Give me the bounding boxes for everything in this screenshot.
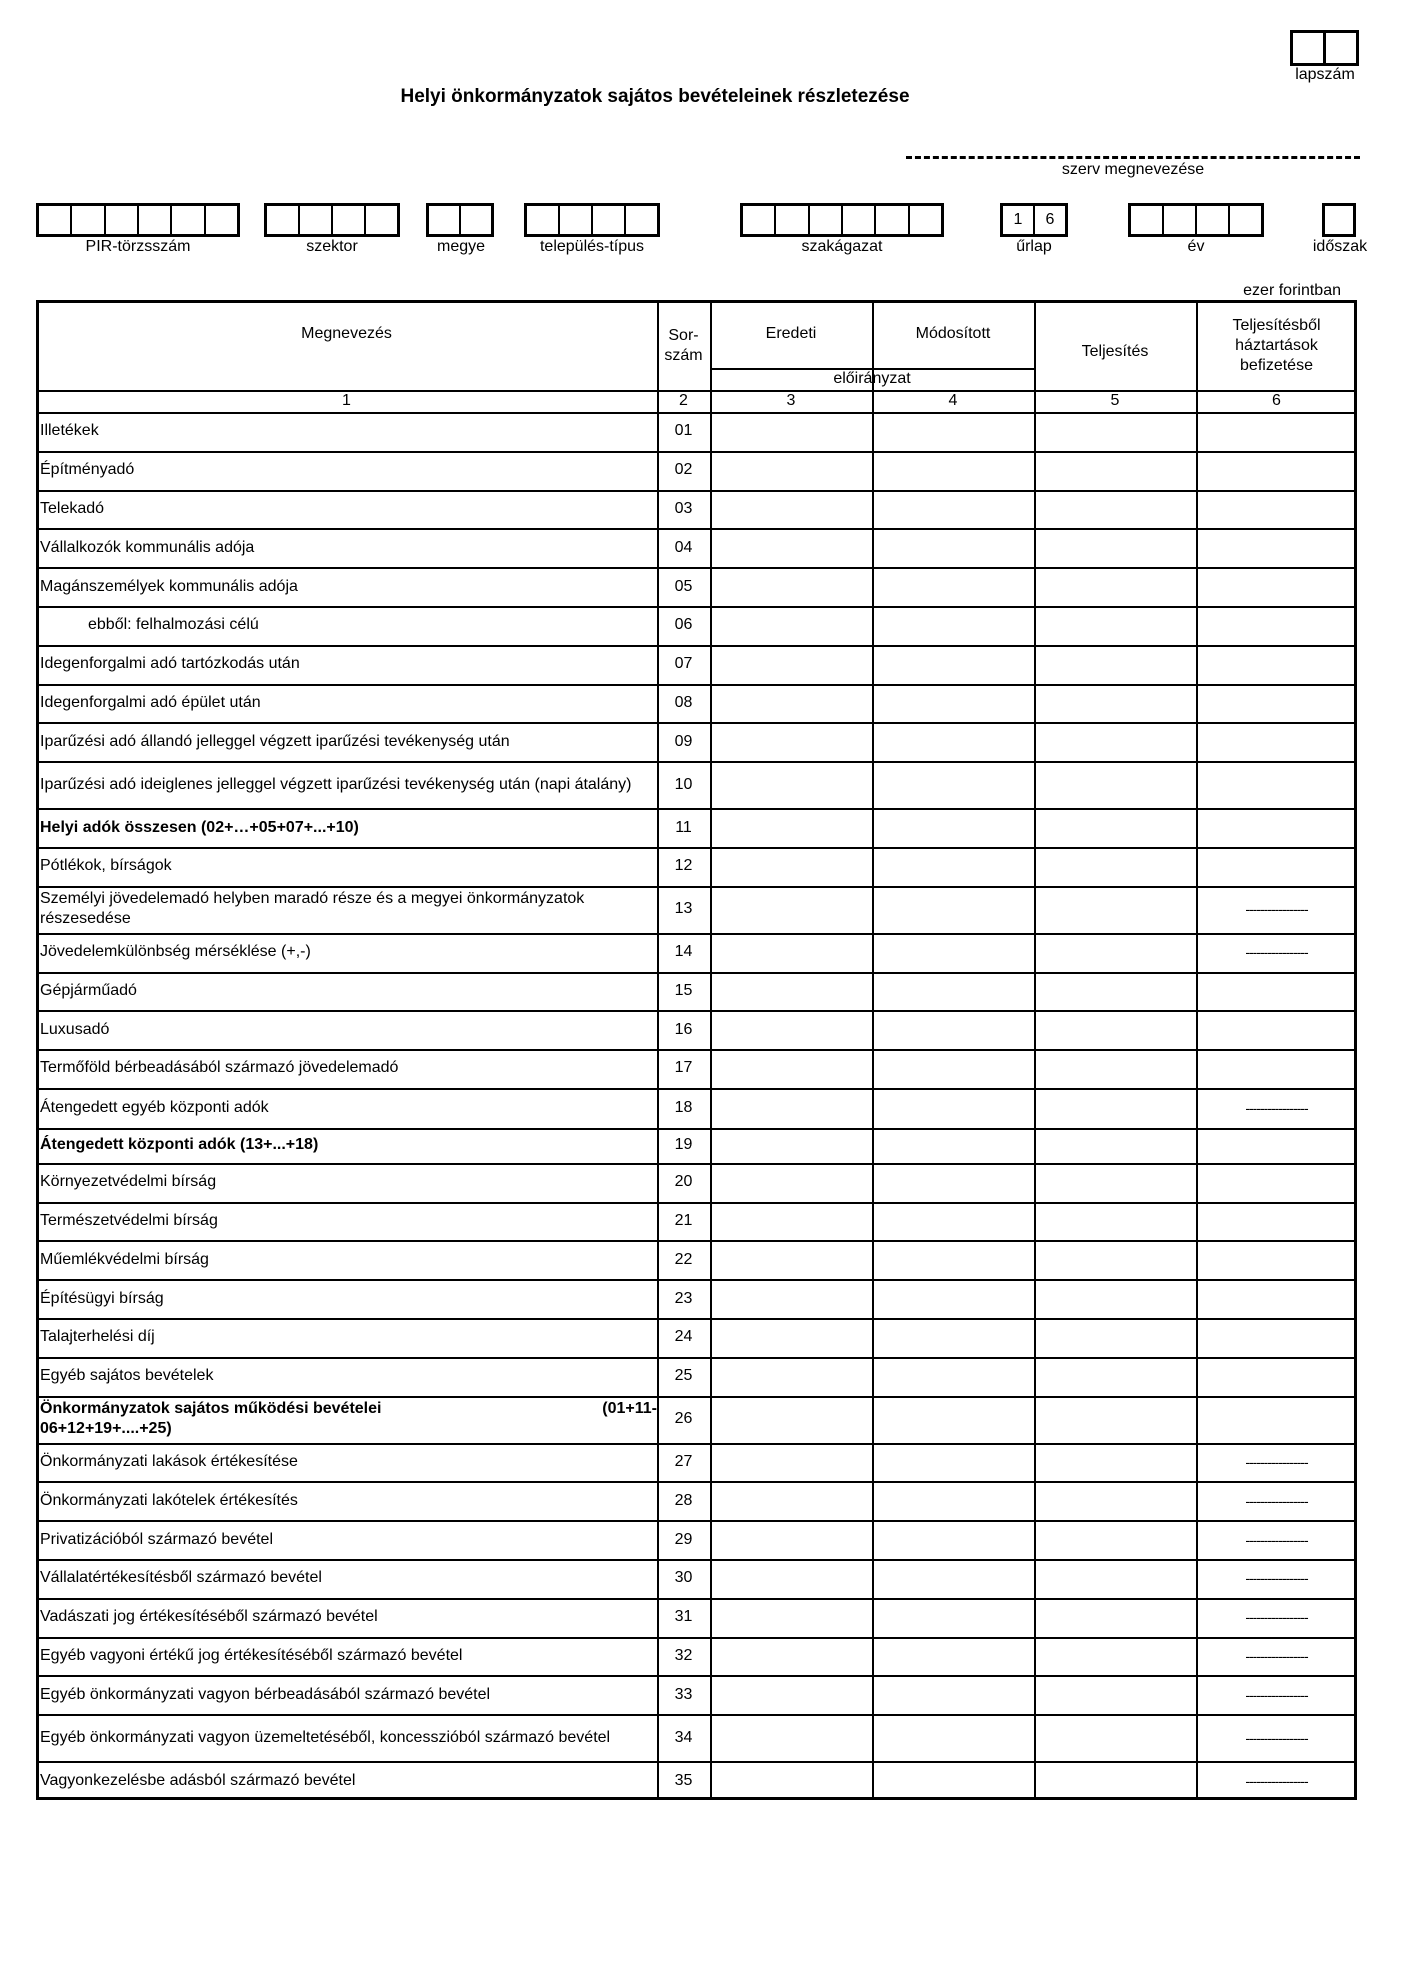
row-label: ebből: felhalmozási célú <box>88 616 259 634</box>
row-number: 14 <box>674 943 693 961</box>
lapszam-label: lapszám <box>1295 66 1355 83</box>
value-cell[interactable] <box>872 1714 1034 1761</box>
value-cell[interactable] <box>1034 761 1196 808</box>
row-label: Egyéb vagyoni értékű jog értékesítéséből származó bevétel <box>40 1647 463 1664</box>
row-number: 31 <box>674 1608 693 1626</box>
value-cell[interactable] <box>872 1357 1034 1396</box>
szakagazat-digit[interactable] <box>910 206 941 234</box>
value-cell[interactable] <box>872 1088 1034 1128</box>
value-cell[interactable] <box>1196 645 1357 684</box>
value-cell[interactable] <box>872 808 1034 847</box>
ev-digit[interactable] <box>1197 206 1230 234</box>
value-cell[interactable]: ----------------- <box>1245 1099 1308 1116</box>
col-haztartasok <box>1196 308 1357 384</box>
row-number: 16 <box>674 1020 693 1038</box>
colnum-4: 4 <box>948 392 958 409</box>
value-cell[interactable] <box>872 886 1034 933</box>
urlap-digit[interactable]: 1 <box>1003 206 1035 234</box>
value-cell[interactable] <box>1196 1357 1357 1396</box>
value-cell[interactable] <box>710 1163 872 1202</box>
value-cell[interactable] <box>710 1010 872 1049</box>
value-cell[interactable] <box>1196 761 1357 808</box>
col-modositott: Módosított <box>915 325 991 342</box>
col-haztartasok-1: Teljesítésből <box>1232 317 1321 334</box>
value-cell[interactable] <box>710 1481 872 1520</box>
row-label: Személyi jövedelemadó helyben maradó része és a megyei önkormányzatok részesedése <box>40 890 585 928</box>
value-cell[interactable] <box>872 1637 1034 1676</box>
value-cell[interactable] <box>1034 567 1196 606</box>
row-label-part: Önkormányzatok sajátos működési bevételei <box>40 1399 382 1417</box>
pir-digit[interactable] <box>39 206 72 234</box>
pir-digit[interactable] <box>72 206 105 234</box>
row-number: 18 <box>674 1098 693 1116</box>
row-number: 21 <box>674 1212 693 1230</box>
value-cell[interactable] <box>1034 451 1196 490</box>
value-cell[interactable] <box>872 1010 1034 1049</box>
value-cell[interactable]: ----------------- <box>1245 1570 1308 1587</box>
value-cell[interactable] <box>1196 1010 1357 1049</box>
row-label: Termőföld bérbeadásából származó jövedelemadó <box>40 1059 399 1077</box>
value-cell[interactable] <box>710 1318 872 1357</box>
row-number: 09 <box>674 732 693 750</box>
row-label: Gépjárműadó <box>40 981 137 999</box>
value-cell[interactable] <box>1196 972 1357 1011</box>
col-sorszam-2: szám <box>664 347 703 364</box>
row-label: Önkormányzati lakások értékesítése <box>40 1453 298 1471</box>
value-cell[interactable]: ----------------- <box>1245 901 1308 918</box>
row-number: 04 <box>674 538 693 556</box>
row-label: Vállalkozók kommunális adója <box>40 538 255 556</box>
col-haztartasok-3: befizetése <box>1240 357 1313 374</box>
row-number: 05 <box>674 577 693 595</box>
value-cell[interactable] <box>1034 684 1196 723</box>
value-cell[interactable] <box>1034 606 1196 645</box>
value-cell[interactable] <box>872 412 1034 451</box>
lapszam-box-1[interactable] <box>1290 30 1326 66</box>
value-cell[interactable] <box>872 1202 1034 1241</box>
pir-digit[interactable] <box>139 206 172 234</box>
value-cell[interactable] <box>1034 1714 1196 1761</box>
row-label: Talajterhelési díj <box>40 1328 155 1346</box>
value-cell[interactable] <box>1196 722 1357 761</box>
telepules-digit[interactable] <box>626 206 657 234</box>
row-label: Vadászati jog értékesítéséből származó bevétel <box>40 1608 378 1626</box>
value-cell[interactable] <box>872 1443 1034 1482</box>
pir-field[interactable] <box>36 203 240 237</box>
szektor-digit[interactable] <box>300 206 333 234</box>
value-cell[interactable] <box>710 1714 872 1761</box>
row-label: Természetvédelmi bírság <box>40 1212 218 1230</box>
szakagazat-digit[interactable] <box>743 206 776 234</box>
row-number: 11 <box>675 818 692 836</box>
pir-digit[interactable] <box>206 206 237 234</box>
col-megnevezes: Megnevezés <box>301 325 392 342</box>
col-sorszam <box>657 308 710 384</box>
row-number: 10 <box>674 775 693 793</box>
value-cell[interactable] <box>872 1520 1034 1559</box>
row-number: 32 <box>674 1647 693 1664</box>
value-cell[interactable]: ----------------- <box>1245 944 1308 961</box>
row-label: Vagyonkezelésbe adásból származó bevétel <box>40 1771 356 1789</box>
value-cell[interactable] <box>710 972 872 1011</box>
row-label: Önkormányzati lakótelek értékesítés <box>40 1491 298 1509</box>
value-cell[interactable] <box>710 1443 872 1482</box>
value-cell[interactable] <box>1034 1598 1196 1637</box>
row-label-part: 06+12+19+....+25) <box>40 1419 172 1437</box>
row-number: 30 <box>674 1569 693 1587</box>
telepules-label: település-típus <box>539 238 645 255</box>
value-cell[interactable] <box>1034 1318 1196 1357</box>
telepules-digit[interactable] <box>527 206 560 234</box>
pir-digit[interactable] <box>106 206 139 234</box>
colnum-6: 6 <box>1272 392 1281 409</box>
value-cell[interactable] <box>872 451 1034 490</box>
value-cell[interactable] <box>710 1279 872 1318</box>
value-cell[interactable] <box>1196 606 1357 645</box>
value-cell[interactable] <box>872 1128 1034 1163</box>
szektor-field[interactable] <box>264 203 400 237</box>
idoszak-label: időszak <box>1312 238 1368 255</box>
row-label: Privatizációból származó bevétel <box>40 1530 273 1548</box>
value-cell[interactable] <box>1034 847 1196 886</box>
row-label-part: (01+11- <box>602 1399 657 1417</box>
row-number: 34 <box>674 1728 693 1746</box>
value-cell[interactable] <box>710 645 872 684</box>
ev-field[interactable] <box>1128 203 1264 237</box>
row-label: Környezetvédelmi bírság <box>40 1173 217 1191</box>
lapszam-box-2[interactable] <box>1323 30 1359 66</box>
value-cell[interactable] <box>1196 847 1357 886</box>
row-number: 25 <box>674 1367 693 1385</box>
value-cell[interactable] <box>710 1049 872 1088</box>
telepules-digit[interactable] <box>593 206 626 234</box>
idoszak-digit[interactable] <box>1325 206 1353 234</box>
row-number: 15 <box>674 981 693 999</box>
value-cell[interactable] <box>710 1520 872 1559</box>
value-cell[interactable] <box>1034 1357 1196 1396</box>
idoszak-field[interactable] <box>1322 203 1356 237</box>
row-label: Egyéb sajátos bevételek <box>40 1367 214 1385</box>
value-cell[interactable] <box>1034 1481 1196 1520</box>
value-cell[interactable] <box>1034 1128 1196 1163</box>
megye-label: megye <box>436 238 486 255</box>
org-name-label: szerv megnevezése <box>1061 161 1205 178</box>
value-cell[interactable] <box>1034 933 1196 972</box>
urlap-label: űrlap <box>1016 238 1052 255</box>
row-number: 01 <box>674 422 693 440</box>
col-eredeti: Eredeti <box>765 325 817 342</box>
value-cell[interactable] <box>710 1202 872 1241</box>
colnum-3: 3 <box>786 392 796 409</box>
szakagazat-digit[interactable] <box>810 206 843 234</box>
ev-label: év <box>1187 238 1205 255</box>
value-cell[interactable] <box>872 972 1034 1011</box>
row-label <box>36 1396 657 1443</box>
value-cell[interactable] <box>872 606 1034 645</box>
row-label: Átengedett egyéb központi adók <box>40 1098 269 1116</box>
value-cell[interactable] <box>1196 684 1357 723</box>
row-number: 20 <box>674 1173 693 1191</box>
value-cell[interactable] <box>1034 1279 1196 1318</box>
value-cell[interactable] <box>710 1761 872 1800</box>
row-label: Átengedett központi adók (13+...+18) <box>40 1136 319 1154</box>
value-cell[interactable] <box>1196 567 1357 606</box>
row-label: Iparűzési adó ideiglenes jelleggel végzett iparűzési tevékenység után (napi átalány) <box>40 775 632 793</box>
value-cell[interactable] <box>872 1598 1034 1637</box>
value-cell[interactable] <box>710 1675 872 1714</box>
value-cell[interactable] <box>1034 1559 1196 1598</box>
value-cell[interactable] <box>1034 1761 1196 1800</box>
value-cell[interactable] <box>872 684 1034 723</box>
row-number: 03 <box>674 499 693 517</box>
row-label: Magánszemélyek kommunális adója <box>40 577 298 595</box>
colnum-5: 5 <box>1110 392 1120 409</box>
value-cell[interactable] <box>1196 1396 1357 1443</box>
value-cell[interactable] <box>1196 490 1357 529</box>
row-label: Egyéb önkormányzati vagyon bérbeadásából származó bevétel <box>40 1685 491 1703</box>
value-cell[interactable] <box>710 933 872 972</box>
szakagazat-digit[interactable] <box>843 206 876 234</box>
szektor-digit[interactable] <box>267 206 300 234</box>
value-cell[interactable] <box>710 1637 872 1676</box>
value-cell[interactable] <box>1034 645 1196 684</box>
value-cell[interactable] <box>710 567 872 606</box>
value-cell[interactable] <box>1034 1163 1196 1202</box>
pir-label: PIR-törzsszám <box>85 238 191 255</box>
row-label: Helyi adók összesen (02+…+05+07+...+10) <box>40 818 359 836</box>
szektor-digit[interactable] <box>333 206 366 234</box>
row-number: 27 <box>674 1453 693 1471</box>
value-cell[interactable] <box>710 1240 872 1279</box>
row-number: 06 <box>674 616 693 634</box>
row-label: Luxusadó <box>40 1020 110 1038</box>
value-cell[interactable] <box>872 1318 1034 1357</box>
szakagazat-digit[interactable] <box>876 206 909 234</box>
value-cell[interactable] <box>1196 451 1357 490</box>
value-cell[interactable] <box>1034 412 1196 451</box>
value-cell[interactable] <box>1034 1088 1196 1128</box>
szakagazat-field[interactable] <box>740 203 944 237</box>
value-cell[interactable]: ----------------- <box>1245 1648 1308 1664</box>
megye-field[interactable] <box>426 203 494 237</box>
colnum-2: 2 <box>679 392 688 409</box>
value-cell[interactable] <box>1034 1675 1196 1714</box>
value-cell[interactable] <box>710 1088 872 1128</box>
row-label: Vállalatértékesítésből származó bevétel <box>40 1569 322 1587</box>
value-cell[interactable] <box>1034 1443 1196 1482</box>
value-cell[interactable] <box>872 490 1034 529</box>
value-cell[interactable]: ----------------- <box>1245 1609 1308 1626</box>
colnum-1: 1 <box>342 392 351 409</box>
szektor-digit[interactable] <box>366 206 397 234</box>
value-cell[interactable] <box>710 808 872 847</box>
value-cell[interactable] <box>1034 886 1196 933</box>
ev-digit[interactable] <box>1164 206 1197 234</box>
value-cell[interactable] <box>1196 1049 1357 1088</box>
value-cell[interactable] <box>1034 722 1196 761</box>
value-cell[interactable] <box>1196 1318 1357 1357</box>
value-cell[interactable] <box>872 567 1034 606</box>
row-number: 08 <box>674 693 693 711</box>
row-number: 02 <box>674 461 693 479</box>
ev-digit[interactable] <box>1131 206 1164 234</box>
value-cell[interactable] <box>1034 1520 1196 1559</box>
urlap-field[interactable] <box>1000 203 1068 237</box>
value-cell[interactable] <box>710 1128 872 1163</box>
row-number: 12 <box>674 857 693 875</box>
value-cell[interactable]: ----------------- <box>1245 1772 1308 1789</box>
value-cell[interactable] <box>710 1598 872 1637</box>
value-cell[interactable] <box>710 722 872 761</box>
col-haztartasok-2: háztartások <box>1235 337 1318 354</box>
telepules-field[interactable] <box>524 203 660 237</box>
row-label: Műemlékvédelmi bírság <box>40 1250 209 1268</box>
value-cell[interactable] <box>1034 1010 1196 1049</box>
szakagazat-label: szakágazat <box>801 238 883 255</box>
urlap-digit[interactable]: 6 <box>1045 211 1055 228</box>
value-cell[interactable] <box>1034 972 1196 1011</box>
value-cell[interactable] <box>710 684 872 723</box>
value-cell[interactable] <box>1034 808 1196 847</box>
pir-digit[interactable] <box>172 206 205 234</box>
value-cell[interactable] <box>710 886 872 933</box>
row-label: Idegenforgalmi adó épület után <box>40 693 261 711</box>
page-title: Helyi önkormányzatok sajátos bevételeinek részletezése <box>400 86 910 107</box>
value-cell[interactable] <box>872 1279 1034 1318</box>
szektor-label: szektor <box>306 238 358 255</box>
value-cell[interactable]: ----------------- <box>1245 1454 1308 1471</box>
row-number: 26 <box>674 1410 693 1428</box>
row-number: 24 <box>674 1328 693 1346</box>
value-cell[interactable] <box>872 722 1034 761</box>
row-label: Építményadó <box>40 461 135 479</box>
row-number: 33 <box>674 1685 693 1703</box>
col-eloiranyzat: előirányzat <box>833 370 911 387</box>
value-cell[interactable] <box>1196 1163 1357 1202</box>
megye-digit[interactable] <box>461 206 491 234</box>
value-cell[interactable] <box>710 528 872 567</box>
value-cell[interactable] <box>710 412 872 451</box>
value-cell[interactable] <box>710 451 872 490</box>
value-cell[interactable] <box>710 490 872 529</box>
value-cell[interactable] <box>710 606 872 645</box>
value-cell[interactable] <box>1034 1049 1196 1088</box>
value-cell[interactable] <box>872 1761 1034 1800</box>
row-label: Idegenforgalmi adó tartózkodás után <box>40 655 300 673</box>
szakagazat-digit[interactable] <box>776 206 809 234</box>
value-cell[interactable] <box>1034 1240 1196 1279</box>
value-cell[interactable] <box>872 528 1034 567</box>
value-cell[interactable] <box>872 847 1034 886</box>
row-number: 29 <box>674 1530 693 1548</box>
value-cell[interactable] <box>1196 1240 1357 1279</box>
value-cell[interactable]: ----------------- <box>1245 1492 1308 1509</box>
value-cell[interactable] <box>710 1357 872 1396</box>
value-cell[interactable] <box>710 847 872 886</box>
value-cell[interactable] <box>710 1559 872 1598</box>
row-number: 17 <box>674 1059 693 1077</box>
row-number: 35 <box>674 1771 693 1789</box>
telepules-digit[interactable] <box>560 206 593 234</box>
row-label: Építésügyi bírság <box>40 1289 164 1307</box>
value-cell[interactable]: ----------------- <box>1245 1686 1308 1703</box>
value-cell[interactable]: ----------------- <box>1245 1531 1308 1548</box>
value-cell[interactable] <box>872 1163 1034 1202</box>
value-cell[interactable] <box>872 1396 1034 1443</box>
value-cell[interactable] <box>872 645 1034 684</box>
value-cell[interactable] <box>872 1559 1034 1598</box>
row-number: 19 <box>674 1136 693 1154</box>
unit-note: ezer forintban <box>1243 282 1341 299</box>
value-cell[interactable] <box>710 1396 872 1443</box>
value-cell[interactable] <box>872 761 1034 808</box>
value-cell[interactable] <box>710 761 872 808</box>
ev-digit[interactable] <box>1230 206 1261 234</box>
value-cell[interactable] <box>1034 1202 1196 1241</box>
row-number: 22 <box>674 1250 693 1268</box>
value-cell[interactable] <box>1034 1396 1196 1443</box>
row-label: Illetékek <box>40 422 99 440</box>
value-cell[interactable] <box>872 1481 1034 1520</box>
value-cell[interactable] <box>1196 1202 1357 1241</box>
value-cell[interactable] <box>872 933 1034 972</box>
value-cell[interactable] <box>1196 528 1357 567</box>
row-label: Telekadó <box>40 499 105 517</box>
value-cell[interactable] <box>1196 808 1357 847</box>
value-cell[interactable] <box>1034 528 1196 567</box>
main-table <box>36 300 1357 1800</box>
value-cell[interactable] <box>1196 1279 1357 1318</box>
value-cell[interactable] <box>872 1049 1034 1088</box>
row-number: 13 <box>674 900 693 918</box>
row-label: Pótlékok, bírságok <box>40 857 172 875</box>
col-teljesites: Teljesítés <box>1081 343 1149 360</box>
value-cell[interactable]: ----------------- <box>1245 1729 1308 1746</box>
row-number: 28 <box>674 1491 693 1509</box>
org-name-line[interactable] <box>906 156 1360 159</box>
value-cell[interactable] <box>872 1240 1034 1279</box>
row-number: 07 <box>674 655 693 673</box>
value-cell[interactable] <box>1034 1637 1196 1676</box>
megye-digit[interactable] <box>429 206 461 234</box>
row-label: Iparűzési adó állandó jelleggel végzett iparűzési tevékenység után <box>40 732 510 750</box>
value-cell[interactable] <box>872 1675 1034 1714</box>
row-label: Egyéb önkormányzati vagyon üzemeltetéséből, koncesszióból származó bevétel <box>40 1728 611 1746</box>
value-cell[interactable] <box>1034 490 1196 529</box>
value-cell[interactable] <box>1196 412 1357 451</box>
col-sorszam-1: Sor- <box>668 327 699 344</box>
row-number: 23 <box>674 1289 693 1307</box>
value-cell[interactable] <box>1196 1128 1357 1163</box>
row-label: Jövedelemkülönbség mérséklése (+,-) <box>40 943 311 961</box>
